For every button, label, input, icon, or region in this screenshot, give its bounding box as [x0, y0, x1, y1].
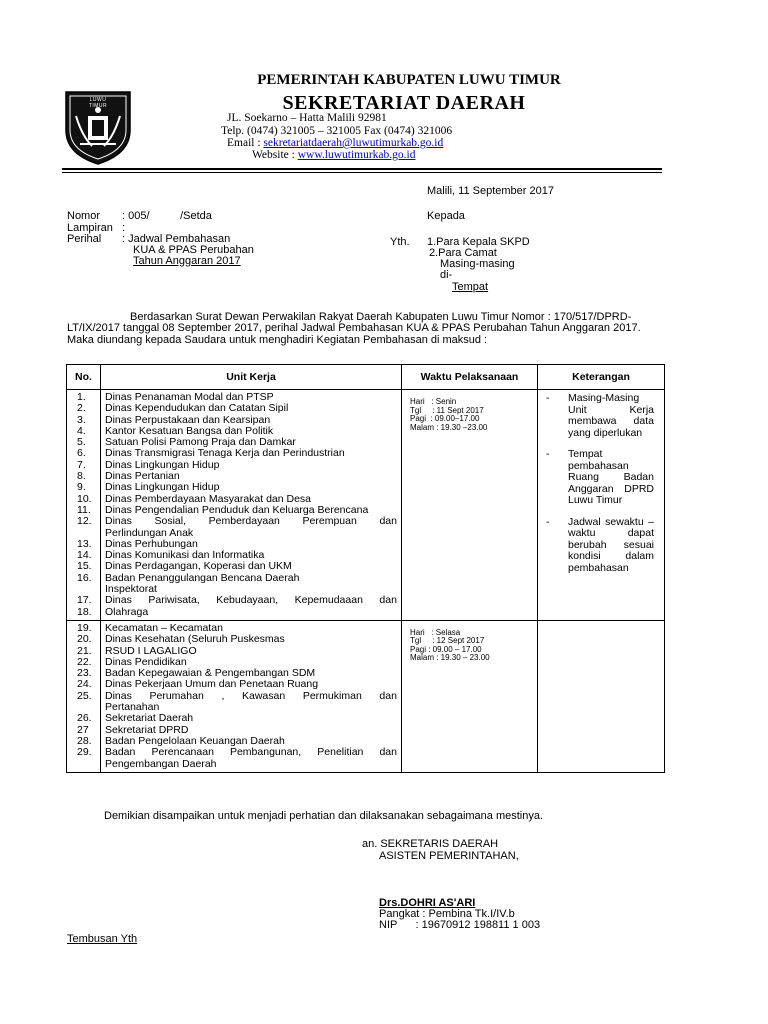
perihal-label: Perihal [67, 233, 102, 245]
ket-text-3: Jadwal sewaktu – waktu dapat berubah sesuai kondisi dalam pembahasan [568, 515, 654, 574]
row-number [77, 528, 100, 539]
signatory-nip: NIP : 19670912 198811 1 003 [379, 919, 541, 931]
unit-kerja-item: Dinas Penanaman Modal dan PTSP [105, 392, 274, 403]
website-label: Website : [252, 149, 298, 161]
group-2-units [101, 620, 402, 772]
phone-line: Telp. (0474) 321005 – 321005 Fax (0474) 321006 [221, 125, 453, 137]
time-detail: Malam : 19.30 – 23.00 [410, 653, 490, 663]
ket-dash: - [546, 392, 550, 404]
unit-kerja-item: Badan Kepegawaian & Pengembangan SDM [105, 668, 316, 680]
signature-an: an. SEKRETARIS DAERAH [362, 838, 499, 850]
ket-item-3 [538, 517, 664, 575]
row-number: 1. [77, 392, 86, 403]
letter-date: Malili, 11 September 2017 [427, 185, 554, 197]
table-row-group-2 [67, 620, 665, 772]
unit-kerja-item: Pertanahan [105, 702, 160, 714]
unit-kerja-item: Dinas Perhubungan [105, 538, 198, 550]
address-line: JL. Soekarno – Hatta Malili 92981 [227, 112, 387, 124]
perihal-value-2: KUA & PPAS Perubahan [133, 244, 254, 256]
unit-kerja-item: Dinas Perdagangan, Koperasi dan UKM [105, 561, 292, 573]
row-number: 28. [77, 735, 92, 747]
row-number: 12. [77, 516, 92, 528]
row-number: 18. [77, 606, 92, 618]
yth-label: Yth. [390, 236, 410, 248]
group-2-numbers [67, 620, 101, 772]
unit-kerja-item: Dinas Pemberdayaan Masyarakat dan Desa [105, 493, 312, 505]
unit-kerja-item: Dinas Pengendalian Penduduk dan Keluarga Berencana [105, 504, 369, 516]
unit-kerja-item: Dinas Kesehatan (Seluruh Puskesmas [105, 634, 285, 646]
unit-kerja-item: Dinas Lingkungan Hidup [105, 459, 220, 471]
row-number: 10. [77, 493, 92, 505]
row-number: 11. [77, 504, 91, 516]
unit-kerja-item: Dinas Transmigrasi Tenaga Kerja dan Perindustrian [105, 448, 345, 460]
recipient-line-1: 1.Para Kepala SKPD [427, 236, 530, 248]
group-1-units [101, 390, 402, 621]
ket-item-2 [538, 449, 664, 507]
ket-item-1 [538, 393, 664, 439]
row-number: 13. [77, 538, 92, 550]
nomor-value: : 005/ /Setda [122, 210, 212, 222]
table-row-group-1 [67, 390, 665, 621]
unit-kerja-item: Kecamatan – Kecamatan [105, 622, 223, 634]
row-number: 22. [77, 656, 92, 668]
row-number: 27 [77, 724, 89, 736]
body-line-3: Maka diundang kepada Saudara untuk menghadiri Kegiatan Pembahasan di maksud : [67, 334, 488, 346]
body-line-1: Berdasarkan Surat Dewan Perwakilan Rakyat Daerah Kabupaten Luwu Timur Nomor : 170/517/DPRD- [130, 311, 632, 323]
unit-kerja-item: Dinas Lingkungan Hidup [105, 482, 220, 494]
unit-kerja-item: Sekretariat DPRD [105, 724, 189, 736]
row-number: 19. [77, 622, 92, 634]
website-line [252, 149, 415, 162]
time-detail: Hari : Selasa [410, 627, 461, 637]
unit-kerja-item: Dinas Kependudukan dan Catatan Sipil [105, 403, 289, 415]
group-1-numbers [67, 390, 101, 621]
perihal-value-1: : Jadwal Pembahasan [122, 233, 231, 245]
row-number: 5. [77, 437, 86, 449]
row-number: 23. [77, 668, 92, 680]
row-number: 4. [77, 425, 86, 437]
keterangan-cell-empty [538, 620, 665, 772]
unit-kerja-item: Dinas Sosial, Pemberdayaan Perempuan dan [105, 516, 397, 528]
letterhead-divider [62, 168, 662, 173]
unit-kerja-item: Dinas Pertanian [105, 471, 180, 483]
recipient-line-2: 2.Para Camat [429, 247, 497, 259]
unit-kerja-item: Satuan Polisi Pamong Praja dan Damkar [105, 437, 296, 449]
unit-kerja-item: Badan Pengelolaan Keuangan Daerah [105, 735, 285, 747]
row-number [77, 702, 100, 713]
nomor-label: Nomor [67, 210, 101, 222]
website-link[interactable]: www.luwutimurkab.go.id [297, 149, 416, 161]
unit-kerja-item: Perlindungan Anak [105, 527, 194, 539]
header-waktu: Waktu Pelaksanaan [402, 365, 538, 390]
row-number: 25. [77, 690, 92, 702]
row-number: 16. [77, 572, 92, 584]
government-name: PEMERINTAH KABUPATEN LUWU TIMUR [257, 72, 561, 88]
body-line-2: LT/IX/2017 tanggal 08 September 2017, perihal Jadwal Pembahasan KUA & PPAS Perubahan Tahun Anggaran 2017. [67, 322, 641, 334]
row-number [77, 584, 100, 595]
row-number: 15. [77, 561, 92, 573]
unit-kerja-item: Dinas Pendidikan [105, 656, 187, 668]
row-number: 14. [77, 550, 92, 562]
schedule-table [66, 364, 665, 773]
unit-kerja-item: Dinas Perumahan , Kawasan Permukiman dan [105, 690, 397, 702]
row-number: 17. [77, 595, 92, 607]
row-number: 9. [77, 482, 86, 494]
time-detail: Tgl : 12 Sept 2017 [410, 636, 485, 646]
recipient-line-3: Masing-masing [440, 258, 515, 270]
ket-dash: - [546, 515, 550, 528]
header-keterangan: Keterangan [538, 365, 665, 390]
email-label: Email : [227, 137, 264, 149]
unit-kerja-item: Dinas Komunikasi dan Informatika [105, 550, 265, 562]
recipient-line-5: Tempat [452, 281, 489, 293]
keterangan-cell [538, 390, 665, 621]
tembusan-label: Tembusan Yth [67, 933, 138, 945]
unit-kerja-item: Kantor Kesatuan Bangsa dan Politik [105, 425, 274, 437]
unit-kerja-item: Olahraga [105, 606, 149, 618]
time-detail: Tgl : 11 Sept 2017 [410, 405, 484, 415]
ket-dash: - [546, 448, 550, 460]
unit-kerja-item: Badan Penanggulangan Bencana Daerah [105, 572, 300, 584]
unit-kerja-item: Sekretariat Daerah [105, 713, 194, 725]
unit-kerja-item: Inspektorat [105, 584, 157, 596]
lampiran-label: Lampiran [67, 222, 113, 234]
office-name: SEKRETARIAT DAERAH [282, 92, 526, 114]
kepada-label: Kepada [427, 210, 465, 222]
row-number: 26. [77, 713, 92, 725]
email-link[interactable]: sekretariatdaerah@luwutimurkab.go.id [263, 137, 444, 149]
row-number: 20. [77, 634, 92, 646]
logo-text: LUWU TIMUR [88, 97, 108, 109]
unit-kerja-item: Badan Perencanaan Pembangunan, Penelitian dan [105, 747, 397, 759]
row-number: 21. [77, 645, 92, 657]
unit-kerja-item: Dinas Pekerjaan Umum dan Penetaan Ruang [105, 679, 319, 691]
header-no: No. [67, 365, 101, 390]
signatory-name: Drs.DOHRI AS'ARI [379, 897, 476, 909]
row-number: 24. [77, 679, 92, 691]
signature-asisten: ASISTEN PEMERINTAHAN, [379, 850, 519, 862]
group-2-time [402, 620, 538, 772]
row-number: 6. [77, 448, 86, 460]
time-detail: Pagi : 09.00–17.00 [410, 414, 480, 423]
row-number: 7. [77, 459, 86, 471]
ket-text-2: Tempat pembahasan Ruang Badan Anggaran DPRD Luwu Timur [568, 448, 654, 506]
recipient-line-4: di- [440, 269, 453, 281]
row-number [77, 759, 100, 770]
unit-kerja-item: Pengembangan Daerah [105, 758, 217, 770]
unit-kerja-item: RSUD I LAGALIGO [105, 645, 197, 657]
signatory-pangkat: Pangkat : Pembina Tk.I/IV.b [379, 908, 515, 920]
row-number: 8. [77, 471, 86, 483]
header-unit-kerja: Unit Kerja [101, 365, 402, 390]
unit-kerja-item: Dinas Pariwisata, Kebudayaan, Kepemudaaan dan [105, 595, 397, 607]
row-number: 2. [77, 403, 86, 415]
time-detail: Hari : Senin [410, 397, 457, 406]
closing-text: Demikian disampaikan untuk menjadi perhatian dan dilaksanakan sebagaimana mestinya. [104, 810, 544, 822]
group-1-time [402, 390, 538, 621]
table-header-row [67, 365, 665, 390]
row-number: 29. [77, 747, 92, 759]
row-number: 3. [77, 414, 86, 426]
ket-text-1: Masing-Masing Unit Kerja membawa data yang diperlukan [568, 392, 654, 439]
perihal-value-3: Tahun Anggaran 2017 [133, 255, 241, 267]
time-detail: Malam : 19.30 –23.00 [410, 422, 488, 432]
time-detail: Pagi : 09.00 – 17.00 [410, 644, 482, 654]
lampiran-value: : [122, 222, 126, 234]
unit-kerja-item: Dinas Perpustakaan dan Kearsipan [105, 414, 271, 426]
